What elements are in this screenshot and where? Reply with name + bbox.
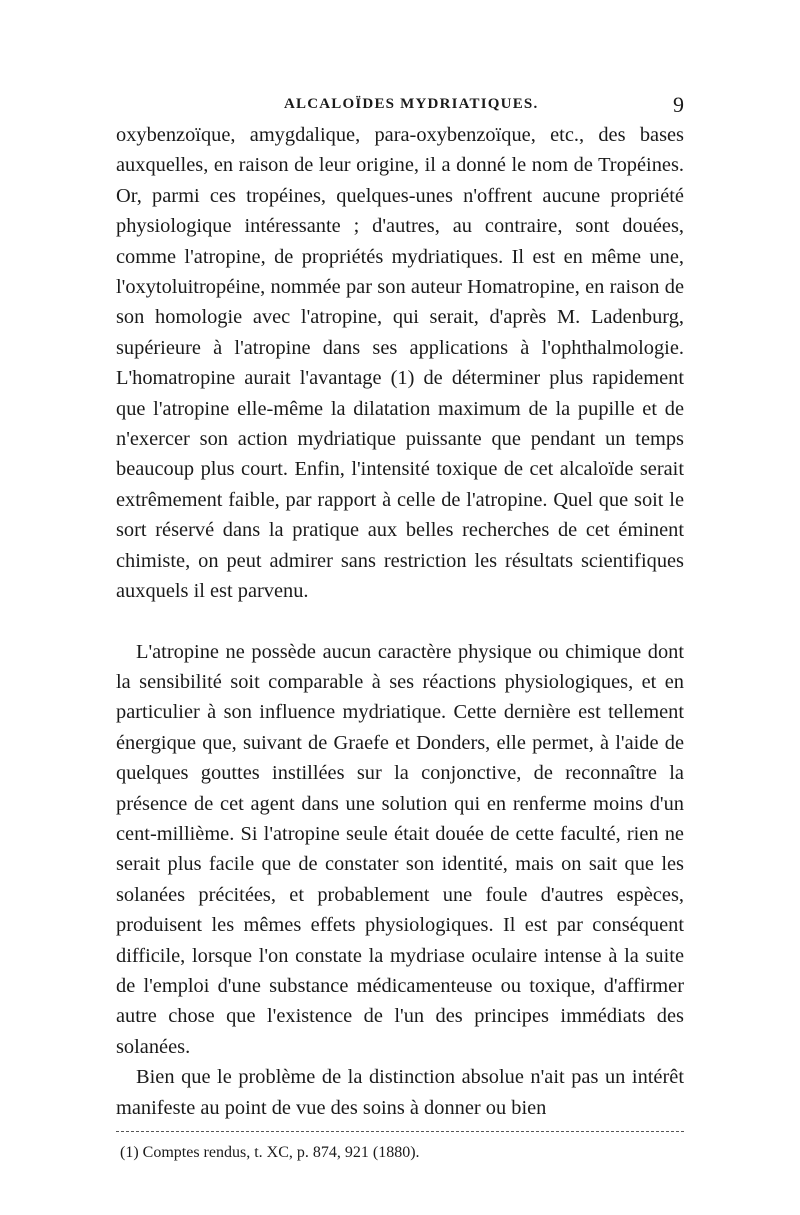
paragraph-continuation: oxybenzoïque, amygdalique, para-oxybenzoïque, etc., des bases auxquelles, en raison de leur origine, il a donné le nom de Tropéines. Or, parmi ces tropéines, quelques-unes n'offrent aucune propriété physiologique intéressante ; d'autres, au contraire, sont douées, comme l'atropine, de propriétés mydriatiques. Il est en même une, l'oxytoluitropéine, nommée par son auteur Homatropine, en raison de son homologie avec l'atropine, qui serait, d'après M. Ladenburg, supérieure à l'atropine dans ses applications à l'ophthalmologie. L'homatropine aurait l'avantage (1) de déterminer plus rapidement que l'atropine elle-même la dilatation maximum de la pupille et de n'exercer son action mydriatique puissante que pendant un temps beaucoup plus court. Enfin, l'intensité toxique de cet alcaloïde serait extrêmement faible, par rapport à celle de l'atropine. Quel que soit le sort réservé dans la pratique aux belles recherches de cet éminent chimiste, on peut admirer sans restriction les résultats scientifiques auxquels il est parvenu.	[116, 124, 684, 603]
running-title: ALCALOÏDES MYDRIATIQUES.	[284, 96, 539, 112]
footnote-divider	[116, 1131, 684, 1132]
paragraph-gap	[116, 607, 684, 637]
footnote: (1) Comptes rendus, t. XC, p. 874, 921 (1880).	[120, 1144, 420, 1161]
running-header	[116, 92, 684, 120]
paragraph-atropine: L'atropine ne possède aucun caractère physique ou chimique dont la sensibilité soit comparable à ses réactions physiologiques, et en particulier à son influence mydriatique. Cette dernière est tellement énergique que, suivant de Graefe et Donders, elle permet, à l'aide de quelques gouttes instillées sur la conjonctive, de reconnaître la présence de cet agent dans une solution qui en renferme moins d'un cent-millième. Si l'atropine seule était douée de cette faculté, rien ne serait plus facile que de constater son identité, mais on sait que les solanées précitées, et probablement une foule d'autres espèces, produisent les mêmes effets physiologiques. Il est par conséquent difficile, lorsque l'on constate la mydriase oculaire intense à la suite de l'emploi d'une substance médicamenteuse ou toxique, d'affirmer autre chose que l'existence de l'un des principes immédiats des solanées.	[116, 640, 684, 1058]
paragraph-distinction: Bien que le problème de la distinction absolue n'ait pas un intérêt manifeste au point de vue des soins à donner ou bien	[116, 1066, 684, 1119]
page-number: 9	[673, 92, 684, 117]
book-page	[116, 92, 684, 1164]
